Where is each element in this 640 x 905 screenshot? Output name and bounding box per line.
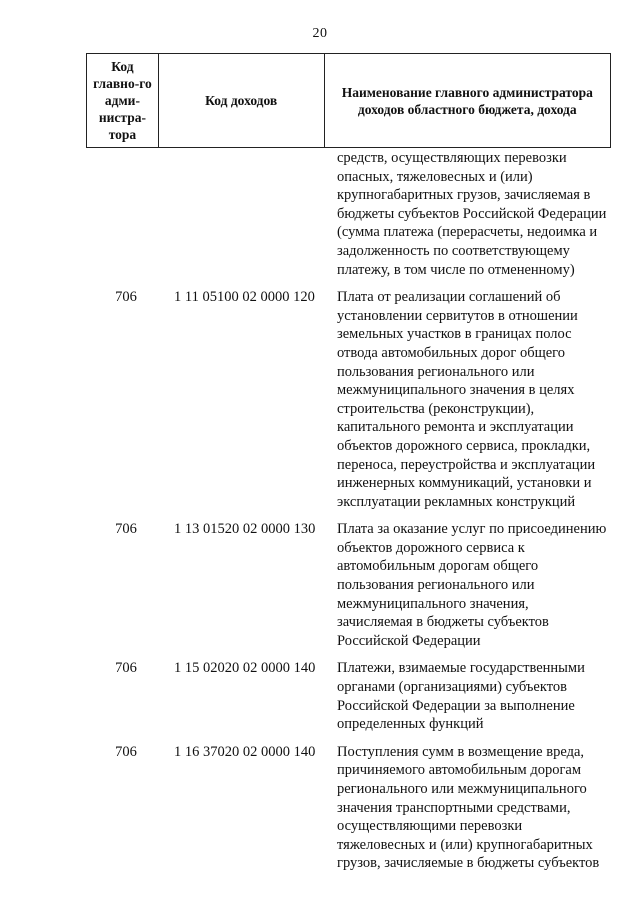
admin-code-cell: 706	[115, 521, 137, 538]
admin-code-cell: 706	[115, 660, 137, 677]
table-row	[86, 288, 611, 511]
table-row-continuation	[86, 149, 611, 279]
income-code-cell: 1 16 37020 02 0000 140	[174, 743, 316, 760]
income-code-cell	[158, 149, 324, 279]
table-row	[86, 659, 611, 733]
income-name-cell: средств, осуществляющих перевозки опасных, тяжеловесных и (или) крупногабаритных грузов, зачисляемая в бюджеты субъектов Российской Федерации (сумма платежа (перерасчеты, недоимка и задолженность по соответствующему платежу, в том числе по отмененному)	[337, 150, 607, 278]
income-code-cell: 1 11 05100 02 0000 120	[174, 289, 315, 306]
admin-code-cell: 706	[115, 743, 137, 760]
income-name-cell: Плата от реализации соглашений об установлении сервитутов в отношении земельных участков в границах полос отвода автомобильных дорог общего пользования регионального или межмуниципального значения в целях строительства (реконструкции), капитального ремонта и эксплуатации объектов дорожного сервиса, прокладки, переноса, переустройства и эксплуатации инженерных коммуникаций, установки и эксплуатации рекламных конструкций	[337, 289, 596, 510]
admin-code-cell: 706	[115, 289, 137, 306]
table-row	[86, 520, 611, 650]
admin-code-cell	[86, 149, 158, 279]
income-name-cell: Плата за оказание услуг по присоединению объектов дорожного сервиса к автомобильным дорогам общего пользования регионального или межмуниципального значения, зачисляемая в бюджеты субъектов Российской Федерации	[337, 521, 607, 649]
table-header	[86, 53, 611, 148]
header-name: Наименование главного администратора доходов областного бюджета, дохода	[325, 54, 611, 147]
table-row	[86, 743, 611, 873]
page-number: 20	[312, 26, 328, 41]
income-code-cell: 1 15 02020 02 0000 140	[174, 660, 316, 677]
income-code-cell: 1 13 01520 02 0000 130	[174, 521, 316, 538]
header-income-code: Код доходов	[159, 54, 325, 147]
income-name-cell: Поступления сумм в возмещение вреда, причиняемого автомобильным дорогам регионального или межмуниципального значения транспортными средствами, осуществляющими перевозки тяжеловесных и (или) крупногабаритных грузов, зачисляемые в бюджеты субъектов	[337, 743, 600, 872]
header-admin-code: Код главно-го адми-нистра-тора	[87, 54, 159, 147]
income-name-cell: Платежи, взимаемые государственными органами (организациями) субъектов Российской Федерации за выполнение определенных функций	[337, 660, 585, 733]
income-codes-table	[86, 53, 611, 873]
